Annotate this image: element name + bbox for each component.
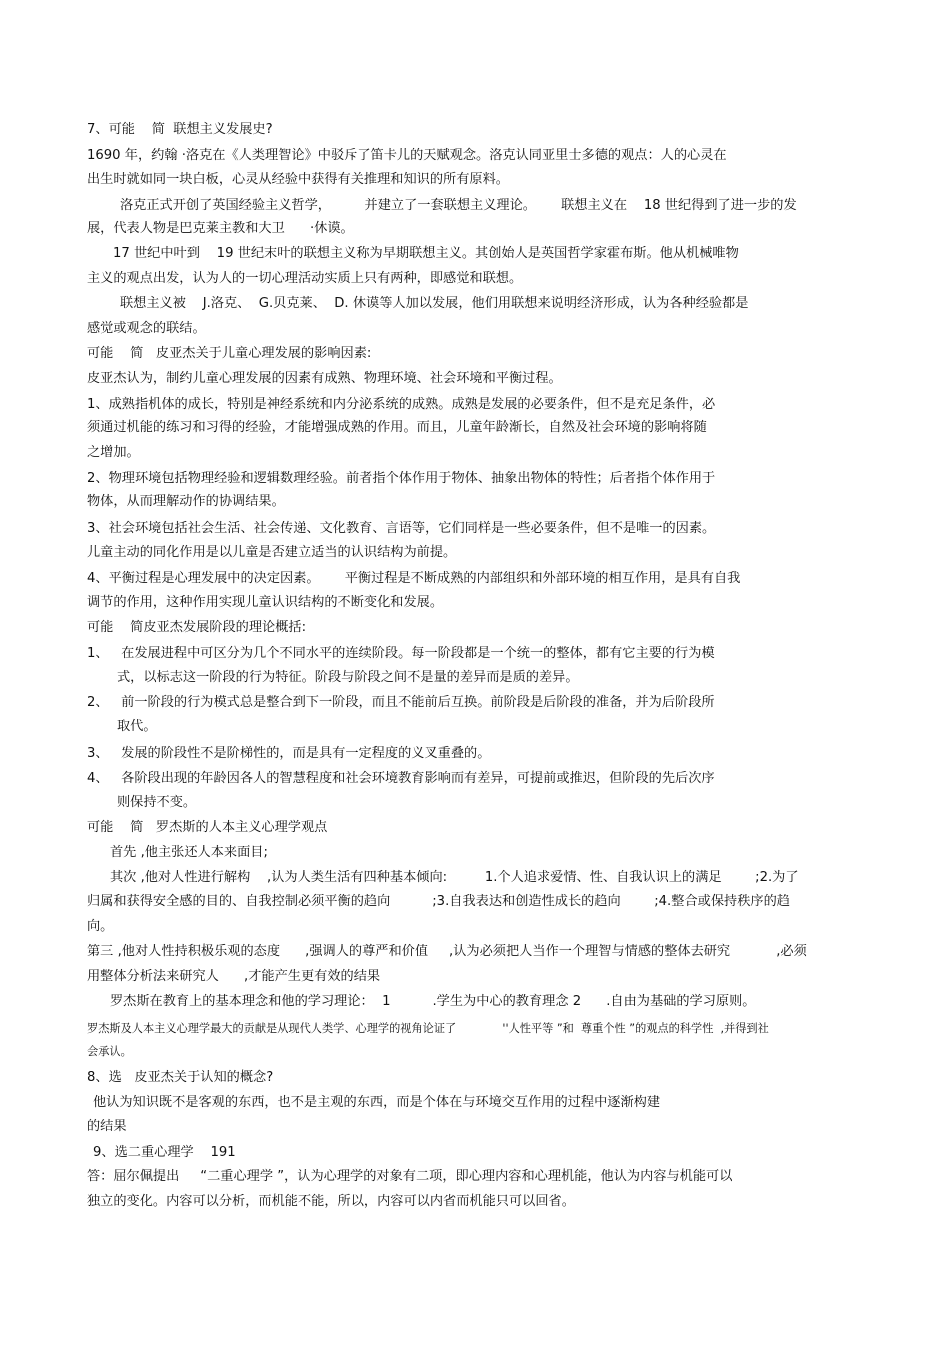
list-item-line: 儿童主动的同化作用是以儿童是否建立适当的认识结构为前提。	[87, 545, 457, 560]
paragraph-line: 用整体分析法来研究人 ,才能产生更有效的结果	[87, 969, 381, 984]
paragraph-line: 洛克正式开创了英国经验主义哲学， 并建立了一套联想主义理论。 联想主义在 18 世纪得到了进一步的发	[120, 198, 797, 213]
paragraph-line: 他认为知识既不是客观的东西，也不是主观的东西，而是个体在与环境交互作用的过程中逐渐构建	[93, 1095, 661, 1110]
list-item-line: 物体，从而理解动作的协调结果。	[87, 494, 285, 509]
paragraph-line: 的结果	[87, 1119, 127, 1134]
paragraph-line: 出生时就如同一块白板，心灵从经验中获得有关推理和知识的所有原料。	[87, 172, 509, 187]
list-item-line: 3、 发展的阶段性不是阶梯性的，而是具有一定程度的义叉重叠的。	[87, 746, 491, 761]
paragraph-line: 感觉或观念的联结。	[87, 321, 206, 336]
list-item-line: 取代。	[117, 719, 157, 734]
paragraph-line: 联想主义被 J.洛克、 G.贝克莱、 D. 休谟等人加以发展，他们用联想来说明经济形成，认为各种经验都是	[120, 296, 749, 311]
paragraph-line: 罗杰斯及人本主义心理学最大的贡献是从现代人类学、心理学的视角论证了 ''人性平等 ”和 尊重个性 ”的观点的科学性 ,并得到社	[87, 1022, 769, 1035]
paragraph-line: 第三 ,他对人性持积极乐观的态度 ,强调人的尊严和价值 ,认为必须把人当作一个理智与情感的整体去研究 ,必须	[87, 944, 807, 959]
paragraph-line: 罗杰斯在教育上的基本理念和他的学习理论： 1 .学生为中心的教育理念 2 .自由为基础的学习原则。	[110, 994, 756, 1009]
list-item-line: 4、平衡过程是心理发展中的决定因素。 平衡过程是不断成熟的内部组织和外部环境的相互作用，是具有自我	[87, 571, 741, 586]
heading-piaget-stages: 可能 简皮亚杰发展阶段的理论概括:	[87, 620, 307, 635]
paragraph-line: 17 世纪中叶到 19 世纪末叶的联想主义称为早期联想主义。其创始人是英国哲学家霍布斯。他从机械唯物	[113, 246, 739, 261]
paragraph-line: 其次 ,他对人性进行解构 ,认为人类生活有四种基本倾向: 1.个人追求爱情、性、自我认识上的满足 ;2.为了	[110, 870, 799, 885]
paragraph-line: 主义的观点出发，认为人的一切心理活动实质上只有两种，即感觉和联想。	[87, 271, 523, 286]
paragraph-line: 向。	[87, 919, 114, 934]
list-item-line: 4、 各阶段出现的年龄因各人的智慧程度和社会环境教育影响而有差异，可提前或推迟，但阶段的先后次序	[87, 771, 715, 786]
paragraph-line: 会承认。	[87, 1045, 132, 1058]
heading-rogers: 可能 简 罗杰斯的人本主义心理学观点	[87, 820, 328, 835]
list-item-line: 2、 前一阶段的行为模式总是整合到下一阶段，而且不能前后互换。前阶段是后阶段的准备，并为后阶段所	[87, 695, 715, 710]
paragraph-line: 皮亚杰认为，制约儿童心理发展的因素有成熟、物理环境、社会环境和平衡过程。	[87, 371, 562, 386]
heading-association-history: 7、可能 简 联想主义发展史?	[87, 122, 273, 137]
heading-piaget-factors: 可能 简 皮亚杰关于儿童心理发展的影响因素:	[87, 346, 372, 361]
list-item-line: 2、物理环境包括物理经验和逻辑数理经验。前者指个体作用于物体、抽象出物体的特性；后者指个体作用于	[87, 471, 716, 486]
paragraph-line: 1690 年，约翰 ·洛克在《人类理智论》中驳斥了笛卡儿的天赋观念。洛克认同亚里士多德的观点：人的心灵在	[87, 148, 727, 163]
list-item-line: 之增加。	[87, 445, 140, 460]
paragraph-line: 归属和获得安全感的目的、自我控制必须平衡的趋向 ;3.自我表达和创造性成长的趋向 ;4.整合或保持秩序的趋	[87, 894, 790, 909]
list-item-line: 须通过机能的练习和习得的经验，才能增强成熟的作用。而且，儿童年龄渐长，自然及社会环境的影响将随	[87, 420, 707, 435]
paragraph-line: 展，代表人物是巴克莱主教和大卫 ·休谟。	[87, 221, 354, 236]
heading-piaget-cognition: 8、选 皮亚杰关于认知的概念?	[87, 1070, 274, 1085]
list-item-line: 式，以标志这一阶段的行为特征。阶段与阶段之间不是量的差异而是质的差异。	[117, 670, 579, 685]
list-item-line: 1、 在发展进程中可区分为几个不同水平的连续阶段。每一阶段都是一个统一的整体，都有它主要的行为模	[87, 646, 715, 661]
list-item-line: 1、成熟指机体的成长，特别是神经系统和内分泌系统的成熟。成熟是发展的必要条件，但不是充足条件，必	[87, 397, 716, 412]
list-item-line: 调节的作用，这种作用实现儿童认识结构的不断变化和发展。	[87, 595, 444, 610]
list-item-line: 3、社会环境包括社会生活、社会传递、文化教育、言语等，它们同样是一些必要条件，但不是唯一的因素。	[87, 521, 716, 536]
heading-dual-psychology: 9、选二重心理学 191	[93, 1145, 236, 1160]
paragraph-line: 答：屈尔佩提出 “二重心理学 ”，认为心理学的对象有二项，即心理内容和心理机能，他认为内容与机能可以	[87, 1169, 733, 1184]
paragraph-line: 首先 ,他主张还人本来面目;	[110, 845, 268, 860]
paragraph-line: 独立的变化。内容可以分析，而机能不能，所以，内容可以内省而机能只可以回省。	[87, 1194, 575, 1209]
list-item-line: 则保持不变。	[117, 795, 197, 810]
